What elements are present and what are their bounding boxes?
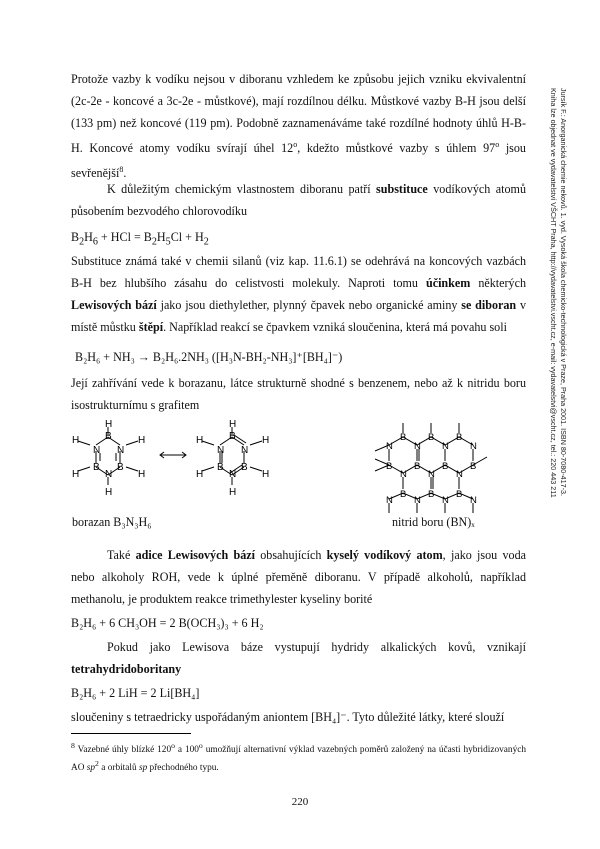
paragraph-borazane: Její zahřívání vede k borazanu, látce strukturně shodné s benzenem, nebo až k nitridu boru isostrukturnímu s grafitem	[71, 376, 526, 412]
svg-text:B: B	[93, 462, 100, 473]
svg-text:N: N	[470, 441, 477, 452]
svg-text:B: B	[428, 432, 435, 443]
paragraph-hydrides: Pokud jako Lewisova báze vystupují hydridy alkalických kovů, vznikají tetrahydridoboritany	[71, 640, 526, 676]
svg-text:N: N	[386, 495, 393, 506]
svg-text:H: H	[138, 469, 146, 480]
equation-methanol: B₂H₆ + 6 CH₃OH = 2 B(OCH₃)₃ + 6 H₂	[71, 616, 264, 630]
svg-text:N: N	[229, 469, 237, 480]
svg-text:N: N	[117, 445, 125, 456]
svg-text:N: N	[414, 495, 421, 506]
caption-borazan: borazan B₃N₃H₆	[72, 515, 152, 529]
svg-text:B: B	[386, 461, 393, 472]
structure-figure	[60, 415, 530, 535]
svg-text:B: B	[400, 432, 407, 443]
svg-text:H: H	[72, 435, 80, 446]
svg-text:H: H	[105, 419, 113, 430]
svg-text:B: B	[117, 462, 124, 473]
svg-text:N: N	[386, 441, 393, 452]
equation-lih: B₂H₆ + 2 LiH = 2 Li[BH₄]	[71, 686, 200, 700]
paragraph-adition: Také adice Lewisových bází obsahujících kyselý vodíkový atom, jako jsou voda nebo alkoholy ROH, vede k úplné přeměně diboranu. V případě alkoholů, například methanolu, je produktem reakce trimethylester kyseliny borité	[71, 548, 526, 606]
svg-text:N: N	[400, 469, 407, 480]
svg-text:H: H	[105, 487, 113, 498]
paragraph-substitution: K důležitým chemickým vlastnostem diboranu patří substituce vodíkových atomů působením bezvodého chlorovodíku	[71, 182, 526, 218]
footnote-divider	[71, 733, 191, 734]
equation-hcl: $B_2H_6$ + HCl = $B_2H_5Cl + H_2$	[71, 230, 209, 248]
svg-text:H: H	[196, 435, 204, 446]
svg-text:B: B	[470, 461, 477, 472]
svg-text:N: N	[442, 441, 449, 452]
caption-boron-nitride: nitrid boru (BN)ₓ	[392, 515, 475, 529]
paragraph-diborane-bonds: Protože vazby k vodíku nejsou v diboranu vzhledem ke způsobu jejich vzniku ekvivalentní (2c-2e - koncové a 3c-2e - můstkové), mají rozdílnou délku. Můstkové vazby B-H jsou delší (133 pm) než koncové (119 pm). Podobně zaznamenáváme také rozdílné hodnoty úhlů H-B-H. Koncové atomy vodíku svírají úhel 12$^o$, kdežto můstkové vazby s úhlem 97$^o$ jsou sevřenější$^8$.	[71, 72, 526, 181]
svg-text:N: N	[428, 469, 435, 480]
svg-text:B: B	[229, 431, 236, 442]
svg-text:B: B	[400, 489, 407, 500]
svg-text:N: N	[456, 469, 463, 480]
svg-text:B: B	[456, 432, 463, 443]
svg-text:N: N	[105, 469, 113, 480]
svg-text:H: H	[196, 469, 204, 480]
svg-text:H: H	[229, 487, 237, 498]
borazan-atoms-2	[196, 419, 269, 498]
svg-text:B: B	[414, 461, 421, 472]
svg-text:N: N	[241, 445, 249, 456]
svg-text:N: N	[414, 441, 421, 452]
page-number: 220	[291, 796, 309, 808]
equation-ammonia: B₂H₆ + NH₃ → B₂H₆.2NH₃ ([H₃N-BH₂-NH₃]⁺[BH₄]⁻)	[75, 350, 343, 364]
citation-line-1: Jursík F.: Anorganická chemie nekovů. 1. vyd. Vysoká škola chemicko-technologická v Praze, Praha 2001. ISBN 80-7080-417-3.	[559, 88, 568, 497]
svg-text:B: B	[105, 431, 112, 442]
paragraph-tetrahedral: sloučeniny s tetraedricky uspořádaným aniontem [BH₄]⁻. Tyto důležité látky, které slouží	[71, 710, 505, 724]
svg-text:H: H	[72, 469, 80, 480]
svg-text:H: H	[229, 419, 237, 430]
svg-text:B: B	[456, 489, 463, 500]
svg-text:B: B	[217, 462, 224, 473]
footnote: $^8$ Vazebné úhly blízké 120$^o$ a 100$^o$ umožňují alternativní výklad vazebných poměrů založený na účasti hybridizovaných AO $sp^2$ a orbitalů sp přechodného typu.	[71, 741, 526, 774]
svg-text:B: B	[428, 489, 435, 500]
svg-text:B: B	[442, 461, 449, 472]
svg-text:H: H	[262, 435, 270, 446]
svg-text:N: N	[470, 495, 477, 506]
citation-line-2: Kniha lze objednat ve vydavatelství VŠCHT Praha, http://vydavatelstvi.vscht.cz, e-mail: vydavatelstvi@vscht.cz, tel.: 220 443 211	[549, 88, 559, 498]
svg-text:H: H	[138, 435, 146, 446]
svg-text:N: N	[93, 445, 101, 456]
svg-text:B: B	[241, 462, 248, 473]
side-citation	[548, 88, 572, 568]
paragraph-lewis-bases: Substituce známá také v chemii silanů (viz kap. 11.6.1) se odehrává na koncových vazbách B-H bez hlubšího zásahu do celistvosti molekuly. Naproti tomu účinkem některých Lewisových bází jako jsou diethylether, plynný čpavek nebo organické aminy se diboran v místě můstku štěpí. Například reakcí se čpavkem vzniká sloučenina, která má povahu soli	[71, 254, 526, 334]
svg-text:N: N	[442, 495, 449, 506]
svg-text:H: H	[262, 469, 270, 480]
footnote-ref: 8	[119, 165, 124, 175]
borazan-atoms-1	[72, 419, 145, 498]
resonance-arrow	[160, 452, 186, 458]
svg-text:N: N	[217, 445, 225, 456]
